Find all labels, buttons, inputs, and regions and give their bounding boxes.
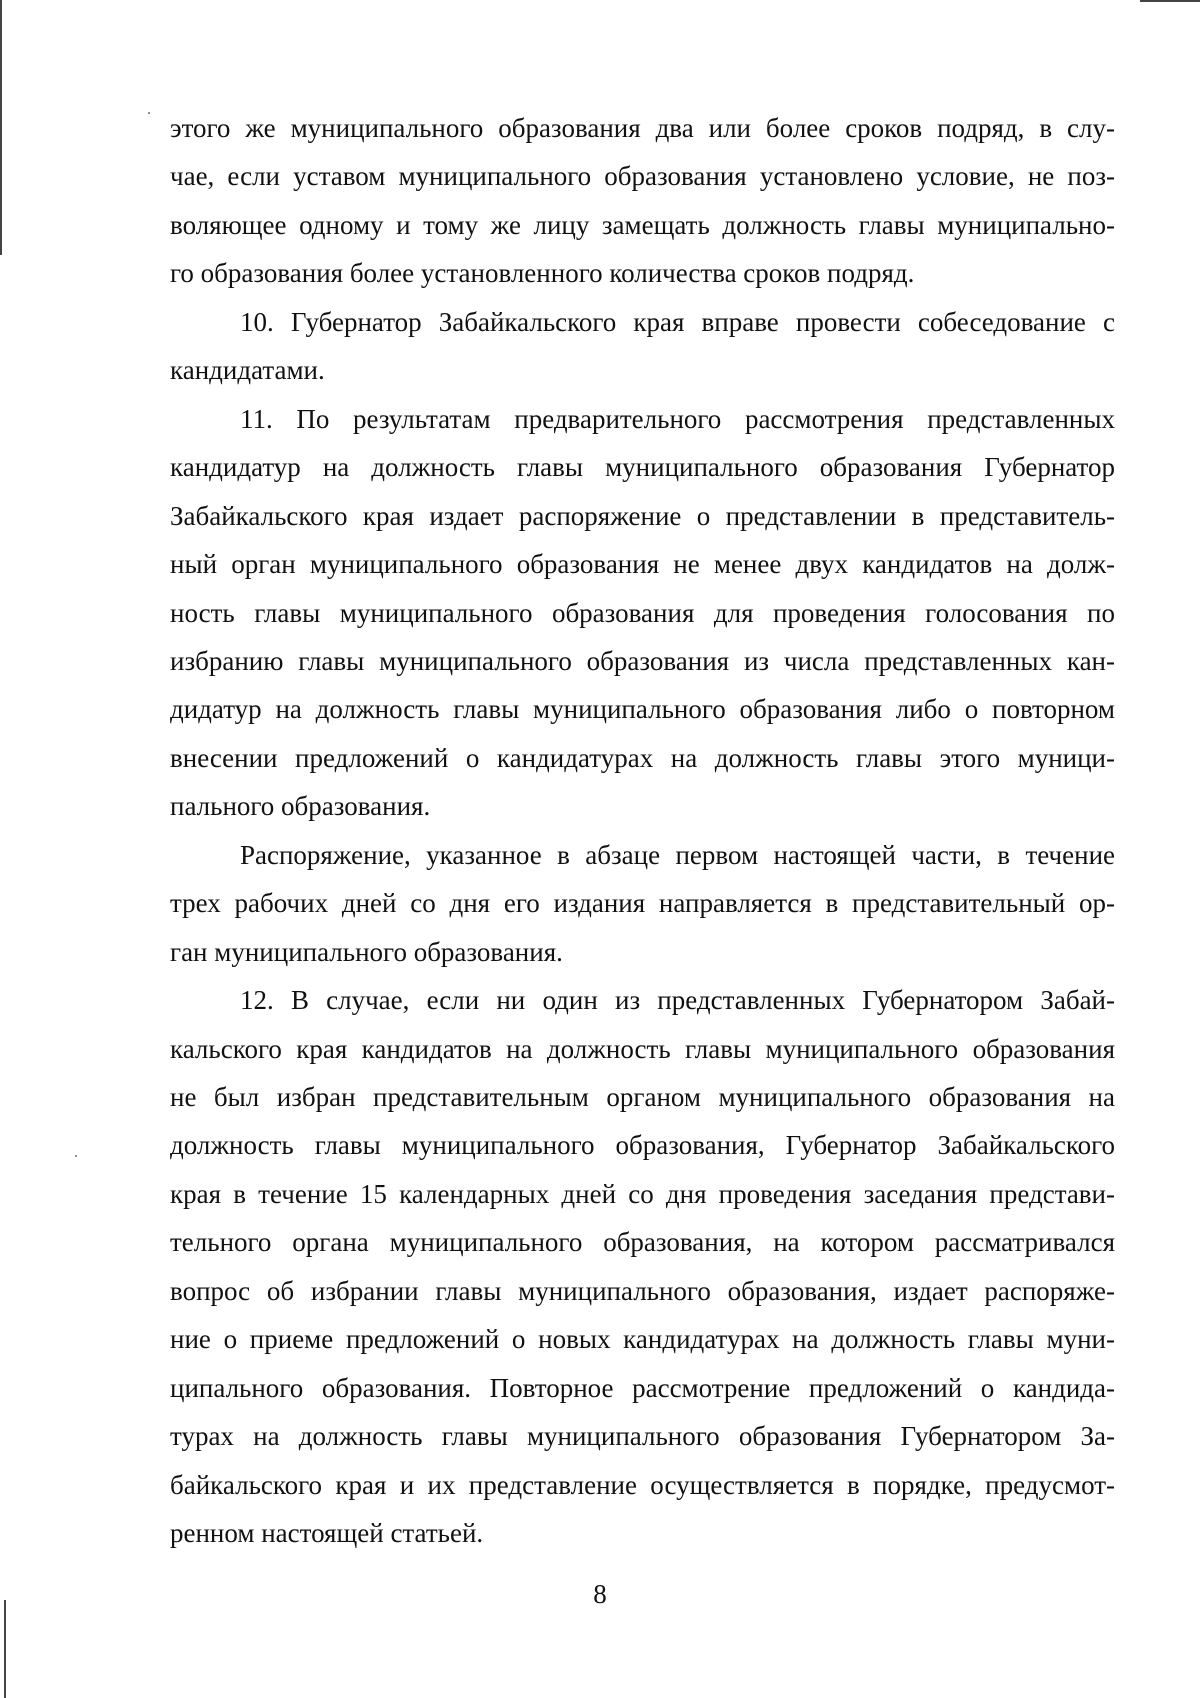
- text-line: избранию главы муниципального образования из числа представленных кан-: [170, 646, 1115, 676]
- text-line: ние о приеме предложений о новых кандидатурах на должность главы муни-: [170, 1324, 1115, 1354]
- text-line: Забайкальского края издает распоряжение о представлении в представитель-: [170, 501, 1115, 531]
- scan-edge-mark-bottom: [4, 1600, 6, 1698]
- text-line: ренном настоящей статьей.: [170, 1518, 484, 1548]
- scan-edge-mark-top: [1140, 0, 1200, 2]
- text-line: Распоряжение, указанное в абзаце первом настоящей части, в течение: [240, 840, 1115, 870]
- text-line: тельного органа муниципального образования, на котором рассматривался: [170, 1227, 1115, 1257]
- text-line: го образования более установленного количества сроков подряд.: [170, 258, 915, 288]
- text-line: внесении предложений о кандидатурах на должность главы этого муници-: [170, 743, 1115, 773]
- text-line: должность главы муниципального образования, Губернатор Забайкальского: [170, 1130, 1115, 1160]
- text-line: ципального образования. Повторное рассмотрение предложений о кандида-: [170, 1373, 1115, 1403]
- text-line: вопрос об избрании главы муниципального образования, издает распоряже-: [170, 1276, 1115, 1306]
- text-line: воляющее одному и тому же лицу замещать должность главы муниципально-: [170, 210, 1115, 240]
- text-line: кандидатур на должность главы муниципального образования Губернатор: [170, 452, 1115, 482]
- text-line: ный орган муниципального образования не менее двух кандидатов на долж-: [170, 549, 1115, 579]
- page-number: 8: [593, 1579, 607, 1609]
- text-line: чае, если уставом муниципального образования установлено условие, не поз-: [170, 161, 1115, 191]
- text-line: ган муниципального образования.: [170, 937, 563, 967]
- scan-speck: [148, 112, 150, 114]
- text-line: ность главы муниципального образования для проведения голосования по: [170, 598, 1115, 628]
- text-line: пального образования.: [170, 791, 431, 821]
- text-line: не был избран представительным органом муниципального образования на: [170, 1082, 1115, 1112]
- text-line: турах на должность главы муниципального образования Губернатором За-: [170, 1421, 1115, 1451]
- text-line: кальского края кандидатов на должность главы муниципального образования: [170, 1034, 1115, 1064]
- text-line: этого же муниципального образования два или более сроков подряд, в слу-: [170, 113, 1115, 143]
- text-line: кандидатами.: [170, 355, 325, 385]
- text-line: 11. По результатам предварительного рассмотрения представленных: [240, 404, 1115, 434]
- text-line: байкальского края и их представление осуществляется в порядке, предусмот-: [170, 1470, 1115, 1500]
- scan-speck: [75, 1155, 77, 1157]
- text-line: края в течение 15 календарных дней со дня проведения заседания представи-: [170, 1179, 1115, 1209]
- text-line: 12. В случае, если ни один из представленных Губернатором Забай-: [240, 985, 1115, 1015]
- text-line: трех рабочих дней со дня его издания направляется в представительный ор-: [170, 888, 1115, 918]
- scan-edge-mark-left: [0, 0, 2, 255]
- text-line: дидатур на должность главы муниципального образования либо о повторном: [170, 694, 1115, 724]
- text-line: 10. Губернатор Забайкальского края вправе провести собеседование с: [240, 307, 1115, 337]
